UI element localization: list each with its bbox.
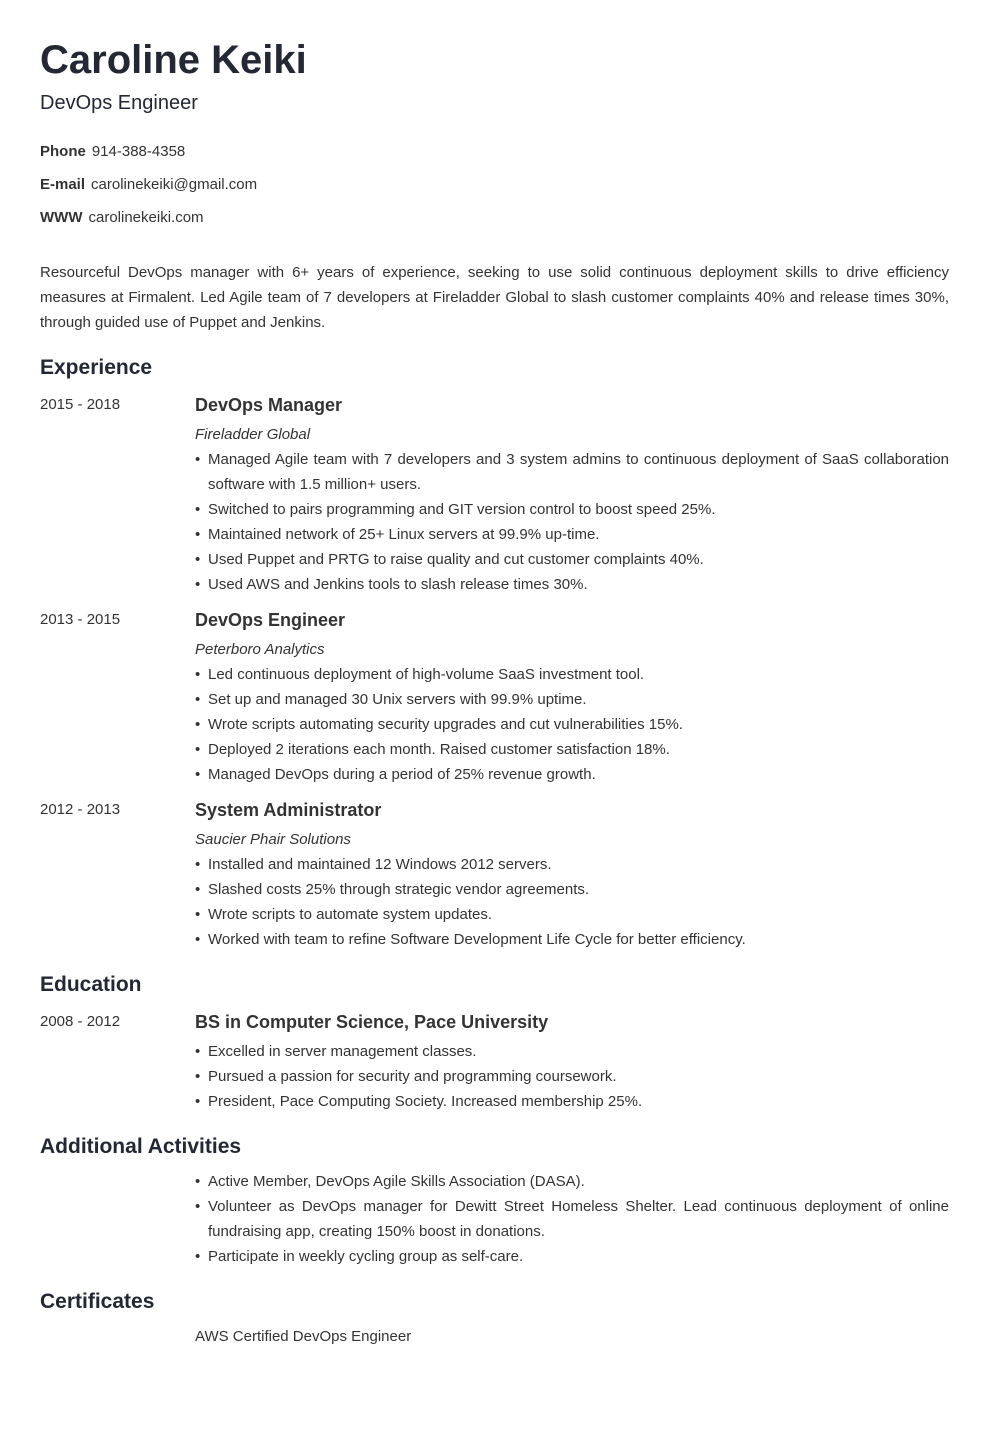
list-item: • Pursued a passion for security and programming coursework. — [195, 1064, 949, 1089]
list-item: • Maintained network of 25+ Linux servers at 99.9% up-time. — [195, 522, 949, 547]
job-dates: 2015 - 2018 — [40, 396, 121, 413]
list-item: • Active Member, DevOps Agile Skills Association (DASA). — [195, 1169, 949, 1194]
education-entry — [40, 1008, 949, 1114]
job-title: DevOps Engineer — [195, 610, 346, 630]
list-item: • Switched to pairs programming and GIT version control to boost speed 25%. — [195, 497, 949, 522]
company-name: Saucier Phair Solutions — [195, 830, 351, 848]
summary: Resourceful DevOps manager with 6+ years of experience, seeking to use solid continuous deployment skills to drive efficiency measures at Firmalent. Led Agile team of 7 developers at Fireladder Global to slash customer complaints 40% and release times 30%, through guided use of Puppet and Jenkins. — [40, 263, 949, 331]
contact-value: carolinekeiki.com — [88, 208, 204, 226]
job-dates: 2013 - 2015 — [40, 611, 121, 628]
job-entry — [40, 606, 949, 787]
list-item: • Led continuous deployment of high-volume SaaS investment tool. — [195, 662, 949, 687]
contact-label: Phone — [40, 142, 86, 160]
job-title: DevOps Manager — [195, 395, 343, 415]
section-heading-education: Education — [40, 973, 142, 996]
company-name: Peterboro Analytics — [195, 640, 325, 658]
list-item: • Slashed costs 25% through strategic vendor agreements. — [195, 877, 949, 902]
list-item: • Excelled in server management classes. — [195, 1039, 949, 1064]
list-item: • Set up and managed 30 Unix servers with 99.9% uptime. — [195, 687, 949, 712]
list-item: • Installed and maintained 12 Windows 2012 servers. — [195, 852, 949, 877]
job-entry — [40, 391, 949, 597]
list-item: • Volunteer as DevOps manager for Dewitt Street Homeless Shelter. Lead continuous deployment of online fundraising app, creating 150% boost in donations. — [195, 1194, 949, 1244]
candidate-title: DevOps Engineer — [40, 92, 198, 114]
list-item: • President, Pace Computing Society. Increased membership 25%. — [195, 1089, 949, 1114]
education-dates: 2008 - 2012 — [40, 1013, 121, 1030]
list-item: • Used Puppet and PRTG to raise quality and cut customer complaints 40%. — [195, 547, 949, 572]
contact-phone — [40, 135, 949, 168]
list-item: • Managed Agile team with 7 developers and 3 system admins to continuous deployment of SaaS collaboration software with 1.5 million+ users. — [195, 447, 949, 497]
activities-bullets — [195, 1169, 949, 1269]
job-dates: 2012 - 2013 — [40, 801, 121, 818]
section-heading-activities: Additional Activities — [40, 1135, 242, 1158]
contact-value: 914-388-4358 — [91, 142, 186, 160]
resume — [0, 37, 990, 1349]
company-name: Fireladder Global — [195, 425, 311, 443]
contact-value: carolinekeiki@gmail.com — [91, 175, 258, 193]
list-item: • Worked with team to refine Software Development Life Cycle for better efficiency. — [195, 927, 949, 952]
experience-list — [40, 391, 949, 952]
job-bullets — [195, 852, 949, 952]
list-item: • Used AWS and Jenkins tools to slash release times 30%. — [195, 572, 949, 597]
contact-email — [40, 168, 949, 201]
section-heading-experience: Experience — [40, 356, 153, 379]
job-title: System Administrator — [195, 800, 382, 820]
certificates-entry — [40, 1324, 949, 1349]
job-entry — [40, 796, 949, 952]
candidate-name: Caroline Keiki — [40, 38, 307, 82]
degree: BS in Computer Science, Pace University — [195, 1012, 549, 1032]
contact-label: WWW — [40, 208, 83, 226]
education-bullets — [195, 1039, 949, 1114]
section-heading-certificates: Certificates — [40, 1290, 155, 1313]
job-bullets — [195, 447, 949, 597]
list-item: • Managed DevOps during a period of 25% revenue growth. — [195, 762, 949, 787]
contact-website — [40, 201, 949, 234]
list-item: • Deployed 2 iterations each month. Raised customer satisfaction 18%. — [195, 737, 949, 762]
list-item: • Wrote scripts to automate system updates. — [195, 902, 949, 927]
list-item: • Participate in weekly cycling group as self-care. — [195, 1244, 949, 1269]
contact-info — [40, 135, 949, 234]
job-bullets — [195, 662, 949, 787]
certificate: AWS Certified DevOps Engineer — [195, 1327, 412, 1345]
contact-label: E-mail — [40, 175, 86, 193]
list-item: • Wrote scripts automating security upgrades and cut vulnerabilities 15%. — [195, 712, 949, 737]
activities-entry — [40, 1169, 949, 1269]
